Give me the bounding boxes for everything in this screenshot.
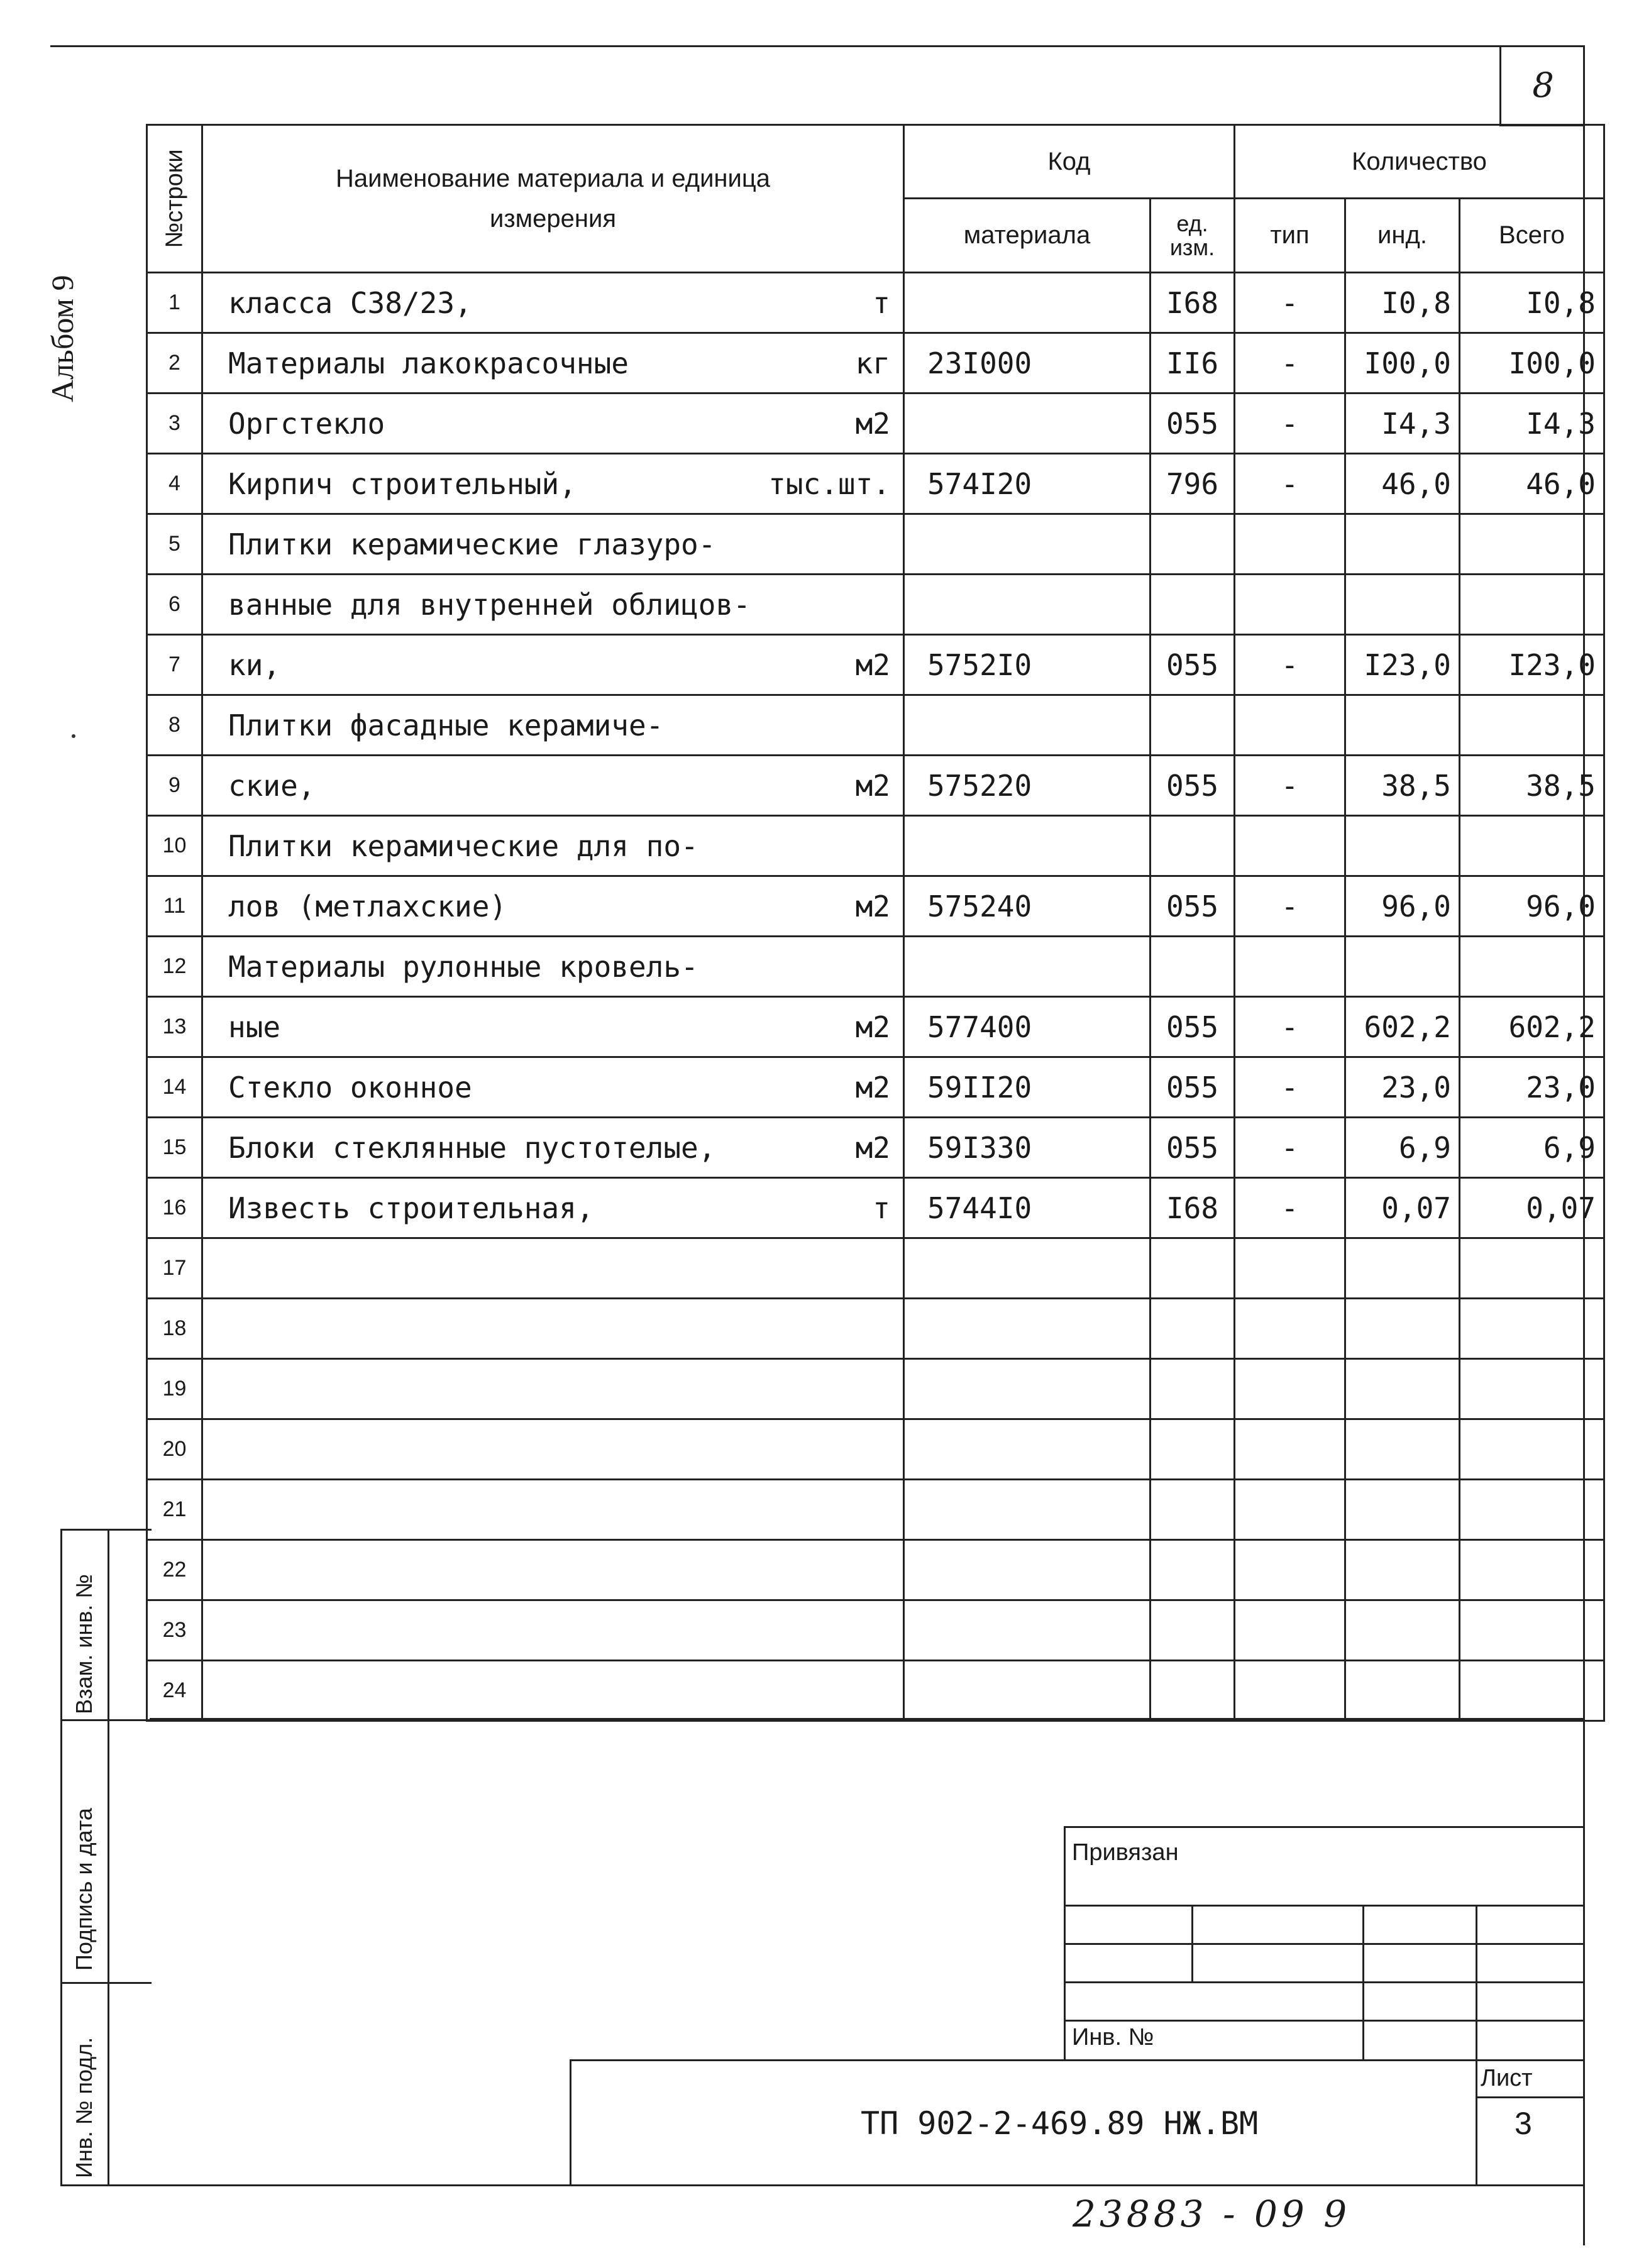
quantity-ind xyxy=(1345,575,1460,635)
quantity-ind: I4,3 xyxy=(1345,394,1460,454)
row-number: 6 xyxy=(147,575,202,635)
quantity-ind: I23,0 xyxy=(1345,635,1460,695)
unit-code xyxy=(1151,1600,1235,1661)
material-code xyxy=(904,937,1151,997)
quantity-total xyxy=(1460,1419,1604,1480)
material-name-cell xyxy=(202,876,904,937)
material-code: 577400 xyxy=(904,997,1151,1057)
table-row xyxy=(147,1178,1604,1238)
unit-code xyxy=(1151,937,1235,997)
unit-code xyxy=(1151,1359,1235,1419)
unit-of-measure: м2 xyxy=(855,647,890,682)
quantity-type xyxy=(1235,1299,1345,1359)
table-row xyxy=(147,1299,1604,1359)
unit-code: 055 xyxy=(1151,756,1235,816)
unit-code xyxy=(1151,1540,1235,1600)
row-number: 22 xyxy=(147,1540,202,1600)
quantity-ind xyxy=(1345,1238,1460,1299)
unit-of-measure: тыс.шт. xyxy=(768,466,890,501)
col-header-name: Наименование материала и единица измерения xyxy=(202,125,904,273)
unit-code: I68 xyxy=(1151,273,1235,333)
unit-of-measure: м2 xyxy=(855,768,890,803)
material-name-cell xyxy=(202,997,904,1057)
quantity-type xyxy=(1235,1480,1345,1540)
unit-code xyxy=(1151,514,1235,575)
table-row xyxy=(147,514,1604,575)
row-number: 19 xyxy=(147,1359,202,1419)
unit-code xyxy=(1151,1661,1235,1721)
row-number: 1 xyxy=(147,273,202,333)
top-border-line xyxy=(50,45,1584,47)
material-code xyxy=(904,1299,1151,1359)
table-row xyxy=(147,635,1604,695)
quantity-type: - xyxy=(1235,273,1345,333)
stamp-vzam-inv: Взам. инв. № xyxy=(71,1573,97,1714)
unit-code xyxy=(1151,695,1235,756)
quantity-total xyxy=(1460,1540,1604,1600)
quantity-total xyxy=(1460,1600,1604,1661)
row-number: 2 xyxy=(147,333,202,394)
quantity-ind: 46,0 xyxy=(1345,454,1460,514)
quantity-total xyxy=(1460,1238,1604,1299)
quantity-type: - xyxy=(1235,997,1345,1057)
table-row xyxy=(147,1661,1604,1721)
quantity-ind xyxy=(1345,695,1460,756)
row-number: 15 xyxy=(147,1118,202,1178)
unit-code xyxy=(1151,816,1235,876)
material-code xyxy=(904,394,1151,454)
material-name-cell xyxy=(202,937,904,997)
material-name-cell xyxy=(202,1661,904,1721)
quantity-total: I00,0 xyxy=(1460,333,1604,394)
material-code xyxy=(904,1540,1151,1600)
quantity-type xyxy=(1235,575,1345,635)
row-number: 9 xyxy=(147,756,202,816)
material-name-cell xyxy=(202,756,904,816)
quantity-ind: I0,8 xyxy=(1345,273,1460,333)
row-number: 23 xyxy=(147,1600,202,1661)
unit-code xyxy=(1151,1419,1235,1480)
material-code: 5752I0 xyxy=(904,635,1151,695)
material-code xyxy=(904,816,1151,876)
material-name: ные xyxy=(228,1010,281,1044)
row-number: 3 xyxy=(147,394,202,454)
unit-code: I68 xyxy=(1151,1178,1235,1238)
quantity-total: 96,0 xyxy=(1460,876,1604,937)
quantity-ind: I00,0 xyxy=(1345,333,1460,394)
unit-code xyxy=(1151,575,1235,635)
quantity-type xyxy=(1235,1359,1345,1419)
material-code xyxy=(904,1480,1151,1540)
row-number: 12 xyxy=(147,937,202,997)
page-number: 8 xyxy=(1499,45,1585,126)
material-name: ванные для внутренней облицов- xyxy=(228,587,751,622)
album-label: Альбом 9 xyxy=(45,275,80,402)
unit-code: 055 xyxy=(1151,1057,1235,1118)
col-header-row-number: №строки xyxy=(147,125,202,273)
material-name: Материалы рулонные кровель- xyxy=(228,949,698,984)
material-name-cell xyxy=(202,1299,904,1359)
row-number: 10 xyxy=(147,816,202,876)
material-code: 574I20 xyxy=(904,454,1151,514)
table-row xyxy=(147,1480,1604,1540)
unit-code xyxy=(1151,1480,1235,1540)
table-row xyxy=(147,876,1604,937)
material-code: 23I000 xyxy=(904,333,1151,394)
quantity-type: - xyxy=(1235,333,1345,394)
unit-code xyxy=(1151,1238,1235,1299)
table-row xyxy=(147,273,1604,333)
material-code xyxy=(904,1600,1151,1661)
table-row xyxy=(147,1057,1604,1118)
title-block xyxy=(570,2059,1585,2184)
col-header-total: Всего xyxy=(1460,199,1604,273)
quantity-ind: 6,9 xyxy=(1345,1118,1460,1178)
quantity-type: - xyxy=(1235,454,1345,514)
quantity-type: - xyxy=(1235,394,1345,454)
quantity-ind: 23,0 xyxy=(1345,1057,1460,1118)
quantity-total xyxy=(1460,1661,1604,1721)
material-name-cell xyxy=(202,1480,904,1540)
unit-of-measure: т xyxy=(873,1191,890,1225)
row-number: 20 xyxy=(147,1419,202,1480)
table-row xyxy=(147,695,1604,756)
material-name-cell xyxy=(202,1419,904,1480)
material-name-cell xyxy=(202,1540,904,1600)
quantity-ind xyxy=(1345,514,1460,575)
sheet-label: Лист xyxy=(1481,2065,1533,2091)
col-header-unit-code: ед. изм. xyxy=(1151,199,1235,273)
row-number: 17 xyxy=(147,1238,202,1299)
material-code xyxy=(904,1238,1151,1299)
table-row xyxy=(147,756,1604,816)
row-number: 16 xyxy=(147,1178,202,1238)
material-name-cell xyxy=(202,454,904,514)
row-number: 7 xyxy=(147,635,202,695)
quantity-ind: 38,5 xyxy=(1345,756,1460,816)
quantity-type: - xyxy=(1235,876,1345,937)
material-code xyxy=(904,514,1151,575)
material-code xyxy=(904,1359,1151,1419)
table-row xyxy=(147,454,1604,514)
quantity-ind xyxy=(1345,1540,1460,1600)
row-number: 24 xyxy=(147,1661,202,1721)
material-name-cell xyxy=(202,1600,904,1661)
material-name: ки, xyxy=(228,647,281,682)
unit-code: 055 xyxy=(1151,1118,1235,1178)
unit-of-measure: т xyxy=(873,285,890,320)
unit-code: 055 xyxy=(1151,635,1235,695)
quantity-total xyxy=(1460,1480,1604,1540)
quantity-type: - xyxy=(1235,1178,1345,1238)
quantity-total: I4,3 xyxy=(1460,394,1604,454)
material-name: класса С38/23, xyxy=(228,285,472,320)
material-code: 59I330 xyxy=(904,1118,1151,1178)
quantity-total xyxy=(1460,1299,1604,1359)
quantity-total xyxy=(1460,1359,1604,1419)
quantity-total xyxy=(1460,816,1604,876)
material-name-cell xyxy=(202,695,904,756)
row-number: 8 xyxy=(147,695,202,756)
quantity-ind: 602,2 xyxy=(1345,997,1460,1057)
table-row xyxy=(147,1118,1604,1178)
material-name: Плитки фасадные керамиче- xyxy=(228,708,664,742)
row-number: 14 xyxy=(147,1057,202,1118)
unit-of-measure: м2 xyxy=(855,1010,890,1044)
material-name: Плитки керамические глазуро- xyxy=(228,527,716,561)
material-name-cell xyxy=(202,394,904,454)
unit-code: 055 xyxy=(1151,997,1235,1057)
quantity-ind xyxy=(1345,1419,1460,1480)
quantity-total: 23,0 xyxy=(1460,1057,1604,1118)
material-code xyxy=(904,1661,1151,1721)
material-code: 575220 xyxy=(904,756,1151,816)
table-row xyxy=(147,1540,1604,1600)
quantity-type xyxy=(1235,1600,1345,1661)
material-name-cell xyxy=(202,1238,904,1299)
material-name: Материалы лакокрасочные xyxy=(228,346,629,380)
quantity-type xyxy=(1235,1661,1345,1721)
unit-of-measure: м2 xyxy=(855,406,890,441)
unit-code: II6 xyxy=(1151,333,1235,394)
material-code xyxy=(904,273,1151,333)
quantity-total xyxy=(1460,514,1604,575)
unit-code: 055 xyxy=(1151,394,1235,454)
quantity-total: 38,5 xyxy=(1460,756,1604,816)
quantity-total: 46,0 xyxy=(1460,454,1604,514)
material-name: Известь строительная, xyxy=(228,1191,594,1225)
quantity-type: - xyxy=(1235,756,1345,816)
material-name: ские, xyxy=(228,768,316,803)
material-name: Кирпич строительный, xyxy=(228,466,577,501)
sheet-number: 3 xyxy=(1515,2106,1532,2141)
material-name-cell xyxy=(202,575,904,635)
col-header-quantity: Количество xyxy=(1235,125,1604,199)
unit-of-measure: кг xyxy=(855,346,890,380)
material-name: Блоки стеклянные пустотелые, xyxy=(228,1130,716,1165)
quantity-ind xyxy=(1345,1600,1460,1661)
row-number: 5 xyxy=(147,514,202,575)
quantity-type xyxy=(1235,1540,1345,1600)
material-name-cell xyxy=(202,635,904,695)
quantity-total: 6,9 xyxy=(1460,1118,1604,1178)
quantity-type xyxy=(1235,1419,1345,1480)
quantity-ind xyxy=(1345,816,1460,876)
quantity-total: I23,0 xyxy=(1460,635,1604,695)
quantity-ind: 96,0 xyxy=(1345,876,1460,937)
col-header-type: тип xyxy=(1235,199,1345,273)
table-row xyxy=(147,1419,1604,1480)
table-row xyxy=(147,997,1604,1057)
binding-box xyxy=(1064,1826,1585,2061)
quantity-type xyxy=(1235,514,1345,575)
stamp-column xyxy=(60,1529,152,2186)
document-code: ТП 902-2-469.89 НЖ.ВМ xyxy=(861,2105,1259,2142)
material-name-cell xyxy=(202,1118,904,1178)
material-code: 59II20 xyxy=(904,1057,1151,1118)
inv-no-label: Инв. № xyxy=(1072,2024,1154,2051)
quantity-type: - xyxy=(1235,1118,1345,1178)
materials-table xyxy=(146,124,1605,1722)
material-name-cell xyxy=(202,273,904,333)
quantity-ind xyxy=(1345,937,1460,997)
material-name-cell xyxy=(202,514,904,575)
material-code xyxy=(904,575,1151,635)
quantity-total: 0,07 xyxy=(1460,1178,1604,1238)
quantity-total xyxy=(1460,937,1604,997)
stamp-signature-date: Подпись и дата xyxy=(71,1808,97,1971)
quantity-total: 602,2 xyxy=(1460,997,1604,1057)
material-code: 5744I0 xyxy=(904,1178,1151,1238)
table-row xyxy=(147,1238,1604,1299)
quantity-ind xyxy=(1345,1359,1460,1419)
stamp-inv-podl: Инв. № подл. xyxy=(71,2037,97,2178)
table-row xyxy=(147,333,1604,394)
unit-code: 055 xyxy=(1151,876,1235,937)
quantity-type xyxy=(1235,937,1345,997)
quantity-ind xyxy=(1345,1480,1460,1540)
unit-of-measure: м2 xyxy=(855,1130,890,1165)
col-header-code: Код xyxy=(904,125,1235,199)
unit-code: 796 xyxy=(1151,454,1235,514)
col-header-material-code: материала xyxy=(904,199,1151,273)
material-name-cell xyxy=(202,1057,904,1118)
material-code: 575240 xyxy=(904,876,1151,937)
unit-of-measure: м2 xyxy=(855,1070,890,1104)
unit-code xyxy=(1151,1299,1235,1359)
row-number: 13 xyxy=(147,997,202,1057)
quantity-total: I0,8 xyxy=(1460,273,1604,333)
material-name: Стекло оконное xyxy=(228,1070,472,1104)
archive-number: 23883 - 09 9 xyxy=(1073,2193,1351,2235)
quantity-type xyxy=(1235,816,1345,876)
quantity-total xyxy=(1460,695,1604,756)
quantity-ind xyxy=(1345,1299,1460,1359)
row-number: 18 xyxy=(147,1299,202,1359)
unit-of-measure: м2 xyxy=(855,889,890,923)
material-name-cell xyxy=(202,333,904,394)
table-row xyxy=(147,394,1604,454)
quantity-type xyxy=(1235,1238,1345,1299)
quantity-total xyxy=(1460,575,1604,635)
material-name-cell xyxy=(202,1178,904,1238)
quantity-ind: 0,07 xyxy=(1345,1178,1460,1238)
row-number: 21 xyxy=(147,1480,202,1540)
table-row xyxy=(147,816,1604,876)
material-code xyxy=(904,1419,1151,1480)
privyazan-label: Привязан xyxy=(1072,1839,1179,1866)
material-name: Плитки керамические для по- xyxy=(228,828,698,863)
material-name: лов (метлахские) xyxy=(228,889,507,923)
row-number: 11 xyxy=(147,876,202,937)
table-row xyxy=(147,1359,1604,1419)
quantity-type: - xyxy=(1235,1057,1345,1118)
table-row xyxy=(147,1600,1604,1661)
quantity-type xyxy=(1235,695,1345,756)
col-header-ind: инд. xyxy=(1345,199,1460,273)
speck xyxy=(72,734,75,738)
table-row xyxy=(147,937,1604,997)
material-name: Оргстекло xyxy=(228,406,385,441)
quantity-type: - xyxy=(1235,635,1345,695)
quantity-ind xyxy=(1345,1661,1460,1721)
row-number: 4 xyxy=(147,454,202,514)
material-name-cell xyxy=(202,1359,904,1419)
material-name-cell xyxy=(202,816,904,876)
table-row xyxy=(147,575,1604,635)
material-code xyxy=(904,695,1151,756)
